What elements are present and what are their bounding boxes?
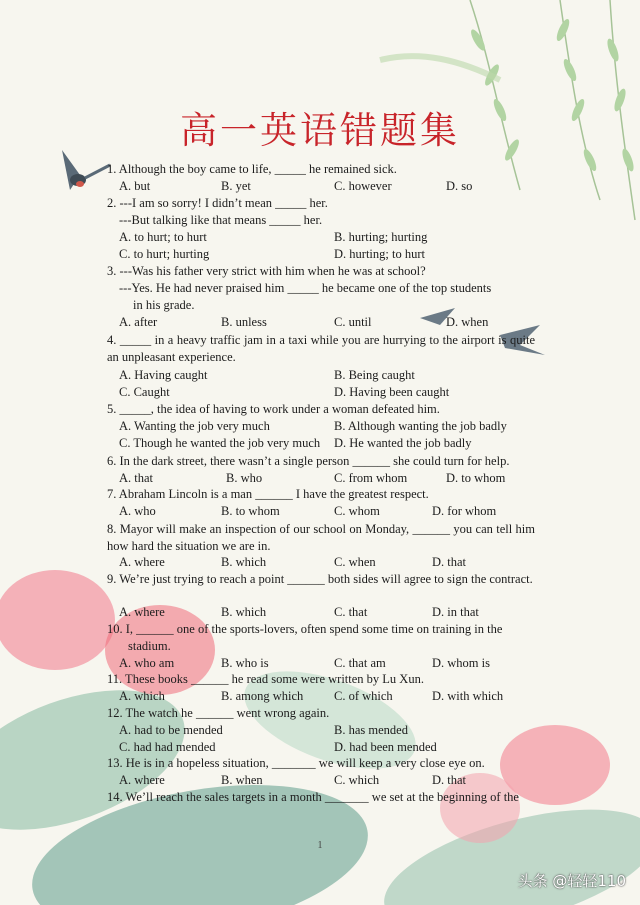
- question-stem: 2. ---I am so sorry! I didn’t mean _____ her.: [107, 196, 328, 210]
- option-c: C. had had mended: [119, 740, 216, 754]
- option-d: D. hurting; to hurt: [334, 247, 425, 261]
- question-stem: 5. _____, the idea of having to work under a woman defeated him.: [107, 402, 440, 416]
- option-b: B. has mended: [334, 723, 408, 737]
- question-stem: 9. We’re just trying to reach a point ______ both sides will agree to sign the contract.: [107, 572, 533, 586]
- option-d: D. that: [432, 773, 467, 787]
- option-c: C. Caught: [119, 385, 170, 399]
- option-c: C. however: [334, 179, 392, 193]
- option-b: B. unless: [221, 315, 267, 329]
- option-a: A. to hurt; to hurt: [119, 230, 207, 244]
- option-d: D. whom is: [432, 656, 490, 670]
- option-d: D. to whom: [446, 471, 506, 485]
- question-stem: 12. The watch he ______ went wrong again.: [107, 706, 330, 720]
- option-b: B. to whom: [221, 504, 280, 518]
- option-a: A. which: [119, 689, 165, 703]
- option-d: D. had been mended: [334, 740, 437, 754]
- option-a: A. after: [119, 315, 158, 329]
- option-a: A. where: [119, 605, 165, 619]
- option-d: D. He wanted the job badly: [334, 436, 472, 450]
- question-stem: 13. He is in a hopeless situation, _______ we will keep a very close eye on.: [107, 756, 485, 770]
- question-stem: 14. We’ll reach the sales targets in a month _______ we set at the beginning of the: [107, 790, 519, 804]
- question-stem: 6. In the dark street, there wasn’t a single person ______ she could turn for help.: [107, 454, 510, 468]
- question-stem: 4. _____ in a heavy traffic jam in a taxi while you are hurrying to the airport is quite an unpleasant experience.: [107, 333, 535, 364]
- option-d: D. when: [446, 315, 489, 329]
- question-stem: 1. Although the boy came to life, _____ he remained sick.: [107, 162, 397, 176]
- option-d: D. Having been caught: [334, 385, 450, 399]
- option-b: B. who: [226, 471, 263, 485]
- question-stem: 11. These books ______ he read some were written by Lu Xun.: [107, 672, 424, 686]
- page-number: 1: [317, 840, 323, 851]
- option-a: A. Having caught: [119, 368, 208, 382]
- option-d: D. for whom: [432, 504, 497, 518]
- option-b: B. among which: [221, 689, 304, 703]
- option-a: A. where: [119, 555, 165, 569]
- option-c: C. that: [334, 605, 368, 619]
- option-a: A. Wanting the job very much: [119, 419, 270, 433]
- question-stem-line: ---Yes. He had never praised him _____ he became one of the top students: [119, 281, 492, 295]
- watermark: 头条 @轻轻110: [517, 872, 626, 890]
- question-stem-line: stadium.: [128, 639, 171, 653]
- option-a: A. but: [119, 179, 151, 193]
- question-stem: 7. Abraham Lincoln is a man ______ I have the greatest respect.: [107, 487, 429, 501]
- option-d: D. with which: [432, 689, 504, 703]
- option-a: A. where: [119, 773, 165, 787]
- option-b: B. Although wanting the job badly: [334, 419, 507, 433]
- option-b: B. Being caught: [334, 368, 415, 382]
- option-b: B. who is: [221, 656, 269, 670]
- option-c: C. to hurt; hurting: [119, 247, 210, 261]
- question-stem: 8. Mayor will make an inspection of our school on Monday, ______ you can tell him how hard the situation we are in.: [107, 522, 535, 553]
- option-c: C. until: [334, 315, 372, 329]
- option-d: D. in that: [432, 605, 479, 619]
- option-c: C. of which: [334, 689, 393, 703]
- option-c: C. that am: [334, 656, 386, 670]
- option-b: B. yet: [221, 179, 251, 193]
- page-title: 高一英语错题集: [180, 109, 460, 152]
- option-b: B. when: [221, 773, 263, 787]
- option-a: A. who am: [119, 656, 175, 670]
- question-stem: 3. ---Was his father very strict with him when he was at school?: [107, 264, 426, 278]
- option-c: C. which: [334, 773, 380, 787]
- option-a: A. who: [119, 504, 156, 518]
- question-stem-line: in his grade.: [133, 298, 195, 312]
- option-b: B. hurting; hurting: [334, 230, 428, 244]
- option-d: D. so: [446, 179, 473, 193]
- question-stem-line: ---But talking like that means _____ her.: [119, 213, 323, 227]
- option-a: A. that: [119, 471, 154, 485]
- question-stem: 10. I, ______ one of the sports-lovers, often spend some time on training in the: [107, 622, 503, 636]
- option-c: C. when: [334, 555, 376, 569]
- option-b: B. which: [221, 605, 267, 619]
- option-d: D. that: [432, 555, 467, 569]
- option-c: C. Though he wanted the job very much: [119, 436, 321, 450]
- option-b: B. which: [221, 555, 267, 569]
- option-c: C. from whom: [334, 471, 408, 485]
- option-c: C. whom: [334, 504, 380, 518]
- option-a: A. had to be mended: [119, 723, 223, 737]
